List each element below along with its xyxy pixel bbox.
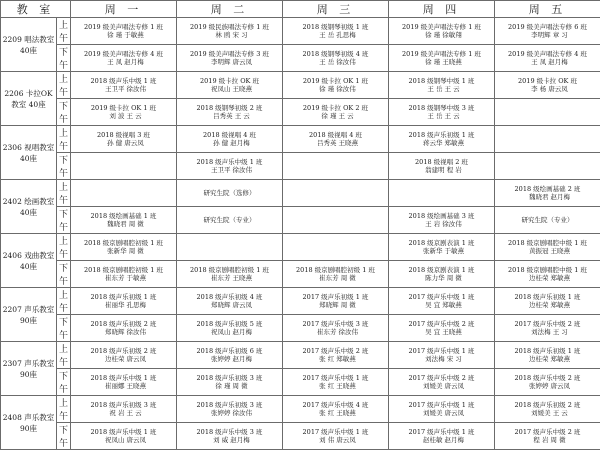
teacher-names: 崔丽华 孔思梅: [71, 301, 176, 309]
class-cell: [283, 288, 389, 315]
class-title: 2018 级声乐初级 2 班: [495, 401, 600, 409]
class-title: 2018 级声乐初级 6 班: [177, 347, 282, 355]
teacher-names: 边桂荣 唐云凤: [71, 355, 176, 363]
teacher-names: 魏晓君 赵月梅: [495, 193, 600, 201]
teacher-names: 祝凤山 赵月梅: [177, 328, 282, 336]
table-row: [1, 423, 600, 450]
time-slot: 下午: [57, 45, 71, 72]
class-title: 2018 级京剧唱腔初级 1 班: [71, 239, 176, 247]
class-cell: [495, 423, 600, 450]
class-title: 2019 级美声唱法专修 1 班: [389, 50, 494, 58]
class-title: 2018 级声乐初级 3 班: [177, 401, 282, 409]
class-title: 2019 级美声唱法专修 4 班: [71, 50, 176, 58]
class-cell: [177, 315, 283, 342]
class-title: 2018 级声乐初级 1 班: [389, 131, 494, 139]
header-room: 教 室: [1, 1, 71, 18]
class-cell: [177, 180, 283, 207]
time-slot: 下午: [57, 99, 71, 126]
teacher-names: 徐 瑾 徐汝伟: [283, 85, 388, 93]
class-cell: [177, 396, 283, 423]
class-title: 2017 级声乐中级 2 班: [495, 320, 600, 328]
teacher-names: 王 凤 赵月梅: [495, 58, 600, 66]
class-title: 2018 级声乐中级 1 班: [71, 374, 176, 382]
class-title: 2018 级钢琴初级 2 班: [177, 104, 282, 112]
table-row: [1, 126, 600, 153]
room-name: 2402 绘画教室 40座: [1, 180, 57, 234]
class-title: 2018 级绘画基础 2 班: [495, 185, 600, 193]
teacher-names: 刘法梅 王 习: [495, 328, 600, 336]
class-cell: [495, 234, 600, 261]
teacher-names: 王 凤 赵月梅: [71, 58, 176, 66]
class-title: 2019 级卡拉 OK 班: [495, 77, 600, 85]
room-name: 2206 卡拉OK教室 40座: [1, 72, 57, 126]
class-title: 2018 级声乐初级 2 班: [71, 347, 176, 355]
class-cell: [71, 207, 177, 234]
class-cell: [495, 261, 600, 288]
teacher-names: 蒋云华 郑敏燕: [389, 139, 494, 147]
class-cell: [495, 207, 600, 234]
class-cell: [177, 342, 283, 369]
class-cell: [283, 315, 389, 342]
table-row: [1, 45, 600, 72]
class-cell: [283, 72, 389, 99]
class-cell: [283, 18, 389, 45]
class-cell: [283, 396, 389, 423]
class-cell: [495, 180, 600, 207]
teacher-names: 徐 瑾 于敏燕: [71, 31, 176, 39]
teacher-names: 吕秀英 王 云: [177, 112, 282, 120]
teacher-names: 王 岳 徐汝伟: [283, 58, 388, 66]
class-cell: [177, 153, 283, 180]
teacher-names: 陈力华 周 微: [389, 274, 494, 282]
teacher-names: 徐 瑾 王晓燕: [389, 58, 494, 66]
teacher-names: 王卫平 徐汝伟: [71, 85, 176, 93]
class-cell: [71, 261, 177, 288]
class-title: 2018 级京剧唱腔初级 1 班: [283, 266, 388, 274]
class-cell: [495, 288, 600, 315]
class-title: 研究生院（选修）: [177, 189, 282, 197]
teacher-names: 祝 岩 王 云: [71, 409, 176, 417]
class-cell: [177, 18, 283, 45]
class-cell: [389, 126, 495, 153]
class-cell: [177, 72, 283, 99]
teacher-names: 吴 宜 王晓燕: [389, 328, 494, 336]
class-title: 2018 级声乐初级 1 班: [495, 293, 600, 301]
teacher-names: 徐 瑾 周 微: [177, 382, 282, 390]
class-cell: [177, 288, 283, 315]
class-title: 2019 级卡拉 OK 班: [177, 77, 282, 85]
class-title: 2018 级钢琴初级 1 班: [283, 23, 388, 31]
header-day: 周 五: [495, 1, 600, 18]
class-cell: [283, 153, 389, 180]
class-cell: [389, 72, 495, 99]
teacher-names: 郑晓辉 徐汝伟: [71, 328, 176, 336]
class-cell: [71, 18, 177, 45]
class-cell: [495, 18, 600, 45]
class-cell: [495, 369, 600, 396]
class-cell: [389, 180, 495, 207]
class-cell: [71, 45, 177, 72]
table-row: [1, 342, 600, 369]
class-cell: [177, 423, 283, 450]
room-name: 2408 声乐教室 90座: [1, 396, 57, 450]
class-title: 2018 级声乐中级 1 班: [177, 158, 282, 166]
class-title: 2017 级声乐中级 2 班: [389, 374, 494, 382]
teacher-names: 程 岩 周 微: [495, 436, 600, 444]
class-title: 2018 级京剧表演 1 班: [389, 266, 494, 274]
header-day: 周 二: [177, 1, 283, 18]
table-row: [1, 18, 600, 45]
class-title: 2018 级绘画基础 1 班: [71, 212, 176, 220]
class-title: 2019 级美声唱法专修 4 班: [495, 50, 600, 58]
class-title: 2019 级卡拉 OK 1 班: [283, 77, 388, 85]
time-slot: 上午: [57, 396, 71, 423]
class-title: 2018 级钢琴初级 4 班: [283, 50, 388, 58]
class-title: 2018 级声乐初级 3 班: [177, 374, 282, 382]
time-slot: 上午: [57, 72, 71, 99]
class-cell: [283, 234, 389, 261]
class-title: 2019 级美声唱法专修 6 班: [495, 23, 600, 31]
class-title: 2019 级美声唱法专修 3 班: [177, 50, 282, 58]
teacher-names: 徐 瑾 王 云: [283, 112, 388, 120]
class-title: 2017 级声乐中级 1 班: [389, 293, 494, 301]
class-title: 2018 级视唱 4 班: [177, 131, 282, 139]
class-title: 2018 级声乐中级 2 班: [495, 374, 600, 382]
teacher-names: 徐 瑾 徐敏翔: [389, 31, 494, 39]
teacher-names: 张婷婷 唐云凤: [495, 382, 600, 390]
class-cell: [283, 342, 389, 369]
table-row: [1, 396, 600, 423]
class-cell: [495, 45, 600, 72]
class-cell: [495, 72, 600, 99]
class-cell: [177, 261, 283, 288]
class-cell: [177, 126, 283, 153]
time-slot: 下午: [57, 315, 71, 342]
class-cell: [283, 99, 389, 126]
class-title: 2019 级美声唱法专修 1 班: [389, 23, 494, 31]
class-cell: [389, 369, 495, 396]
teacher-names: 林 鸥 宋 习: [177, 31, 282, 39]
class-cell: [71, 72, 177, 99]
class-title: 2019 级卡拉 OK 1 班: [71, 104, 176, 112]
class-cell: [495, 99, 600, 126]
teacher-names: 孙 健 赵月梅: [177, 139, 282, 147]
class-cell: [283, 207, 389, 234]
time-slot: 上午: [57, 342, 71, 369]
teacher-names: 刘法梅 宋 习: [389, 355, 494, 363]
class-title: 2019 级民族唱法专修 1 班: [177, 23, 282, 31]
header-day: 周 三: [283, 1, 389, 18]
teacher-names: 吴 宜 郑敏燕: [389, 301, 494, 309]
time-slot: 上午: [57, 234, 71, 261]
class-cell: [283, 423, 389, 450]
time-slot: 下午: [57, 261, 71, 288]
class-title: 研究生院（专业）: [177, 216, 282, 224]
class-title: 2018 级视唱 4 班: [283, 131, 388, 139]
class-title: 2017 级声乐中级 1 班: [389, 401, 494, 409]
class-cell: [389, 423, 495, 450]
class-cell: [71, 234, 177, 261]
teacher-names: 祝凤山 唐云凤: [71, 436, 176, 444]
teacher-names: 赵桂敏 赵月梅: [389, 436, 494, 444]
teacher-names: 边桂荣 郑敏燕: [495, 355, 600, 363]
teacher-names: 李明辉 章 习: [495, 31, 600, 39]
class-cell: [389, 396, 495, 423]
class-title: 2018 级声乐中级 1 班: [71, 428, 176, 436]
class-title: 2018 级钢琴中级 3 班: [389, 104, 494, 112]
class-title: 2018 级声乐初级 1 班: [495, 347, 600, 355]
teacher-names: 边桂荣 郑敏燕: [495, 274, 600, 282]
class-cell: [177, 207, 283, 234]
class-title: 2018 级京剧唱腔初级 1 班: [177, 266, 282, 274]
teacher-names: 崔东芳 周 微: [283, 274, 388, 282]
time-slot: 下午: [57, 369, 71, 396]
table-row: [1, 99, 600, 126]
teacher-names: 边桂荣 郑敏燕: [495, 301, 600, 309]
class-cell: [389, 153, 495, 180]
class-title: 2017 级声乐中级 1 班: [389, 347, 494, 355]
teacher-names: 王 岳 王 云: [389, 85, 494, 93]
class-cell: [283, 45, 389, 72]
teacher-names: 崔东芳 王晓燕: [177, 274, 282, 282]
teacher-names: 王 岩 徐汝伟: [389, 220, 494, 228]
class-cell: [389, 207, 495, 234]
class-title: 2019 级美声唱法专修 1 班: [71, 23, 176, 31]
teacher-names: 刘 伟 唐云凤: [283, 436, 388, 444]
teacher-names: 郑晓辉 唐云凤: [177, 301, 282, 309]
class-cell: [177, 45, 283, 72]
class-cell: [71, 153, 177, 180]
class-title: 2018 级声乐中级 1 班: [71, 77, 176, 85]
teacher-names: 张新华 周 微: [71, 247, 176, 255]
header-day: 周 一: [71, 1, 177, 18]
teacher-names: 张 红 郑敏燕: [283, 355, 388, 363]
room-name: 2307 声乐教室 90座: [1, 342, 57, 396]
class-cell: [71, 342, 177, 369]
class-title: 2018 级钢琴中级 1 班: [389, 77, 494, 85]
teacher-names: 王 岳 王 云: [389, 112, 494, 120]
class-cell: [71, 126, 177, 153]
class-cell: [495, 153, 600, 180]
class-cell: [71, 99, 177, 126]
table-row: [1, 207, 600, 234]
class-title: 2018 级京剧唱腔初级 1 班: [71, 266, 176, 274]
class-title: 2018 级声乐中级 3 班: [177, 428, 282, 436]
time-slot: 上午: [57, 126, 71, 153]
class-cell: [283, 126, 389, 153]
teacher-names: 刘媛美 唐云凤: [389, 382, 494, 390]
table-row: [1, 315, 600, 342]
class-cell: [177, 99, 283, 126]
table-row: [1, 72, 600, 99]
class-cell: [389, 288, 495, 315]
class-cell: [71, 315, 177, 342]
class-cell: [71, 396, 177, 423]
class-cell: [495, 315, 600, 342]
class-cell: [495, 126, 600, 153]
class-title: 2018 级声乐初级 4 班: [177, 293, 282, 301]
room-name: 2209 唱法教室 40座: [1, 18, 57, 72]
class-cell: [71, 288, 177, 315]
time-slot: 上午: [57, 180, 71, 207]
header-day: 周 四: [389, 1, 495, 18]
teacher-names: 李 杨 唐云凤: [495, 85, 600, 93]
schedule-body: [1, 18, 600, 450]
class-cell: [283, 180, 389, 207]
class-cell: [389, 18, 495, 45]
teacher-names: 郑晓辉 周 微: [283, 301, 388, 309]
class-title: 2018 级声乐初级 2 班: [71, 320, 176, 328]
class-cell: [71, 369, 177, 396]
class-title: 2017 级声乐中级 3 班: [283, 320, 388, 328]
class-cell: [71, 423, 177, 450]
teacher-names: 孙 健 唐云凤: [71, 139, 176, 147]
class-cell: [177, 234, 283, 261]
class-cell: [389, 234, 495, 261]
class-cell: [71, 180, 177, 207]
class-cell: [389, 45, 495, 72]
time-slot: 下午: [57, 207, 71, 234]
teacher-names: 翁建明 程 岩: [389, 166, 494, 174]
time-slot: 上午: [57, 18, 71, 45]
class-title: 2017 级声乐中级 2 班: [389, 320, 494, 328]
class-title: 2018 级视唱 3 班: [71, 131, 176, 139]
room-name: 2306 视唱教室 40座: [1, 126, 57, 180]
class-title: 2018 级声乐初级 3 班: [71, 401, 176, 409]
teacher-names: 张 红 王晓燕: [283, 409, 388, 417]
teacher-names: 崔东芳 于敏燕: [71, 274, 176, 282]
class-cell: [495, 396, 600, 423]
header-row: [1, 1, 600, 18]
class-title: 2018 级京剧唱腔中级 1 班: [495, 266, 600, 274]
table-row: [1, 369, 600, 396]
teacher-names: 吕秀英 王晓燕: [283, 139, 388, 147]
class-title: 2017 级声乐中级 2 班: [283, 347, 388, 355]
class-cell: [389, 342, 495, 369]
time-slot: 下午: [57, 153, 71, 180]
teacher-names: 刘媛美 王 云: [495, 409, 600, 417]
table-row: [1, 153, 600, 180]
class-title: 2017 级声乐中级 1 班: [389, 428, 494, 436]
class-title: 2018 级声乐初级 5 班: [177, 320, 282, 328]
class-cell: [495, 342, 600, 369]
class-title: 2018 级视唱 2 班: [389, 158, 494, 166]
class-title: 2018 级绘画基础 3 班: [389, 212, 494, 220]
class-title: 2018 级京剧表演 1 班: [389, 239, 494, 247]
room-name: 2406 戏曲教室 40座: [1, 234, 57, 288]
class-title: 2017 级声乐中级 4 班: [283, 401, 388, 409]
class-cell: [389, 315, 495, 342]
teacher-names: 张 红 王晓燕: [283, 382, 388, 390]
table-row: [1, 288, 600, 315]
teacher-names: 张婷婷 赵月梅: [177, 355, 282, 363]
class-title: 2017 级声乐中级 1 班: [283, 374, 388, 382]
teacher-names: 张婷婷 徐汝伟: [177, 409, 282, 417]
teacher-names: 崔东芳 徐汝伟: [283, 328, 388, 336]
teacher-names: 黄振冠 王晓燕: [495, 247, 600, 255]
time-slot: 下午: [57, 423, 71, 450]
teacher-names: 王卫平 徐汝伟: [177, 166, 282, 174]
teacher-names: 崔丽娜 王晓燕: [71, 382, 176, 390]
teacher-names: 刘 波 王 云: [71, 112, 176, 120]
room-name: 2207 声乐教室 90座: [1, 288, 57, 342]
teacher-names: 魏晓君 周 微: [71, 220, 176, 228]
teacher-names: 李明辉 唐云凤: [177, 58, 282, 66]
class-title: 2019 级卡拉 OK 2 班: [283, 104, 388, 112]
class-title: 2017 级声乐初级 1 班: [283, 293, 388, 301]
table-row: [1, 180, 600, 207]
class-cell: [283, 369, 389, 396]
teacher-names: 张新华 于敏燕: [389, 247, 494, 255]
teacher-names: 王 岳 孔思梅: [283, 31, 388, 39]
teacher-names: 祝凤山 王晓燕: [177, 85, 282, 93]
class-title: 2017 级声乐中级 1 班: [283, 428, 388, 436]
table-row: [1, 234, 600, 261]
class-title: 2017 级声乐中级 2 班: [495, 428, 600, 436]
class-cell: [389, 261, 495, 288]
class-title: 研究生院（专业）: [495, 216, 600, 224]
class-title: 2018 级京剧唱腔中级 1 班: [495, 239, 600, 247]
time-slot: 上午: [57, 288, 71, 315]
class-cell: [283, 261, 389, 288]
class-cell: [177, 369, 283, 396]
teacher-names: 刘媛美 唐云凤: [389, 409, 494, 417]
class-title: 2018 级声乐初级 1 班: [71, 293, 176, 301]
table-row: [1, 261, 600, 288]
class-cell: [389, 99, 495, 126]
teacher-names: 刘 威 赵月梅: [177, 436, 282, 444]
